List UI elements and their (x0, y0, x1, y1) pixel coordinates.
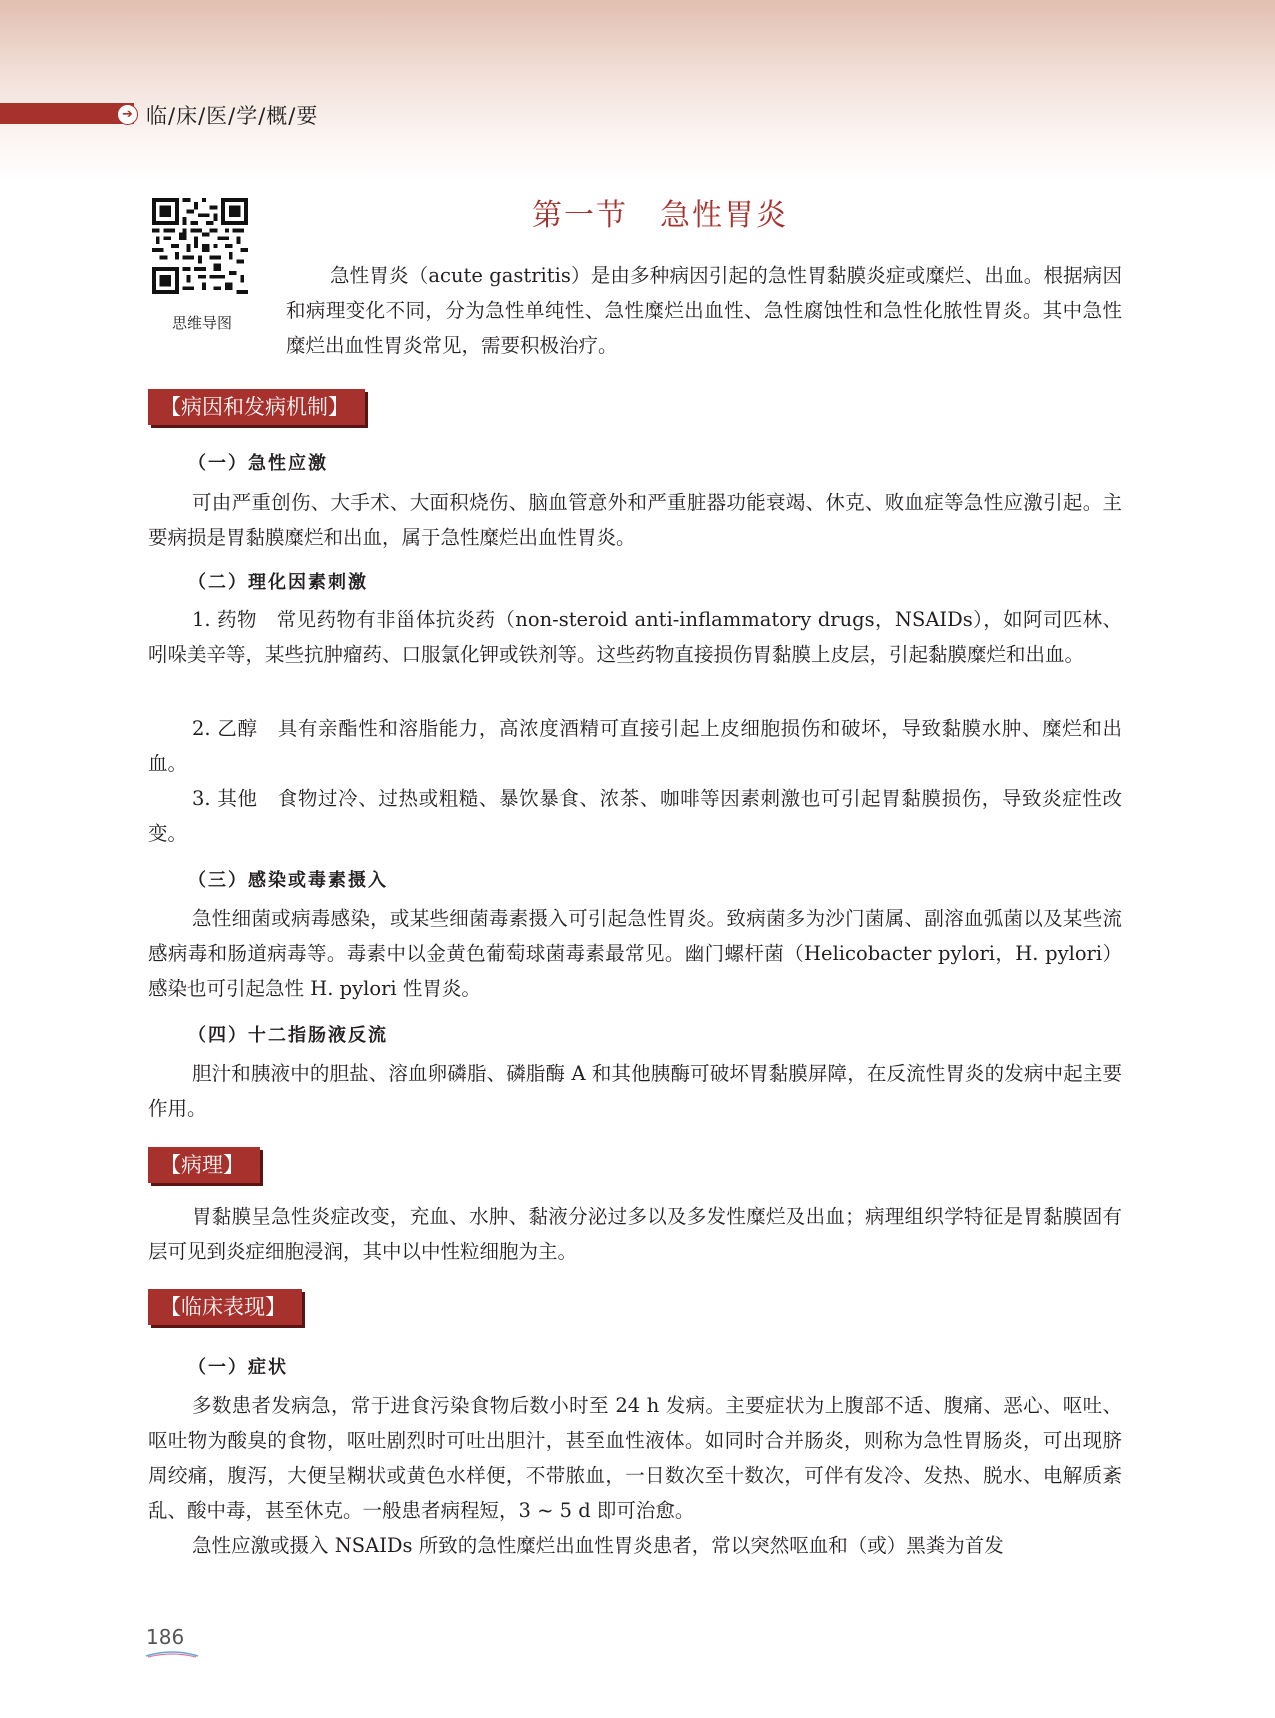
heading-etiology: 【病因和发病机制】 (148, 389, 365, 425)
section-title: 第一节 急性胃炎 (532, 198, 788, 233)
heading-pathology: 【病理】 (148, 1147, 260, 1183)
subheading-acute-stress: （一）急性应激 (188, 453, 328, 474)
page-number-decoration (144, 1650, 200, 1658)
qr-code-icon[interactable] (152, 198, 248, 294)
paragraph-acute-stress: 可由严重创伤、大手术、大面积烧伤、脑血管意外和严重脏器功能衰竭、休克、败血症等急性应激引起。主要病损是胃黏膜糜烂和出血，属于急性糜烂出血性胃炎。 (148, 491, 1122, 549)
arrow-right-circle-icon: ➔ (117, 104, 138, 125)
paragraph-symptoms-2: 急性应激或摄入 NSAIDs 所致的急性糜烂出血性胃炎患者，常以突然呕血和（或）黑粪为首发 (192, 1534, 1004, 1557)
paragraph-pathology: 胃黏膜呈急性炎症改变，充血、水肿、黏液分泌过多以及多发性糜烂及出血；病理组织学特征是胃黏膜固有层可见到炎症细胞浸润，其中以中性粒细胞为主。 (148, 1205, 1122, 1263)
paragraph-others: 3. 其他 食物过冷、过热或粗糙、暴饮暴食、浓茶、咖啡等因素刺激也可引起胃黏膜损伤，导致炎症性改变。 (148, 787, 1122, 845)
paragraph-drugs: 1. 药物 常见药物有非甾体抗炎药（non-steroid anti-inflammatory drugs，NSAIDs），如阿司匹林、吲哚美辛等，某些抗肿瘤药、口服氯化钾或铁剂等。这些药物直接损伤胃黏膜上皮层，引起黏膜糜烂和出血。 (148, 608, 1122, 666)
heading-clinical: 【临床表现】 (148, 1289, 302, 1325)
subheading-infection: （三）感染或毒素摄入 (188, 870, 388, 891)
subheading-duodenal-reflux: （四）十二指肠液反流 (188, 1025, 388, 1046)
intro-paragraph: 急性胃炎（acute gastritis）是由多种病因引起的急性胃黏膜炎症或糜烂、出血。根据病因和病理变化不同，分为急性单纯性、急性糜烂出血性、急性腐蚀性和急性化脓性胃炎。其中急性糜烂出血性胃炎常见，需要积极治疗。 (286, 264, 1122, 357)
book-title: 临/床/医/学/概/要 (146, 104, 319, 128)
subheading-physicochemical: （二）理化因素刺激 (188, 572, 368, 593)
paragraph-ethanol: 2. 乙醇 具有亲酯性和溶脂能力，高浓度酒精可直接引起上皮细胞损伤和破坏，导致黏膜水肿、糜烂和出血。 (148, 717, 1122, 775)
paragraph-symptoms: 多数患者发病急，常于进食污染食物后数小时至 24 h 发病。主要症状为上腹部不适、腹痛、恶心、呕吐、呕吐物为酸臭的食物，呕吐剧烈时可吐出胆汁，甚至血性液体。如同时合并肠炎，则称为急性胃肠炎，可出现脐周绞痛，腹泻，大便呈糊状或黄色水样便，不带脓血，一日数次至十数次，可伴有发冷、发热、脱水、电解质紊乱、酸中毒，甚至休克。一般患者病程短，3 ~ 5 d 即可治愈。 (148, 1394, 1122, 1522)
header-background (0, 0, 1275, 180)
subheading-symptoms: （一）症状 (188, 1357, 288, 1378)
paragraph-infection: 急性细菌或病毒感染，或某些细菌毒素摄入可引起急性胃炎。致病菌多为沙门菌属、副溶血弧菌以及某些流感病毒和肠道病毒等。毒素中以金黄色葡萄球菌毒素最常见。幽门螺杆菌（Helicobacter pylori，H. pylori）感染也可引起急性 H. pylori 性胃炎。 (148, 907, 1122, 1000)
header-bar (0, 103, 134, 124)
paragraph-duodenal-reflux: 胆汁和胰液中的胆盐、溶血卵磷脂、磷脂酶 A 和其他胰酶可破坏胃黏膜屏障，在反流性胃炎的发病中起主要作用。 (148, 1062, 1122, 1120)
qr-label: 思维导图 (171, 314, 232, 332)
page-number: 186 (146, 1625, 185, 1649)
